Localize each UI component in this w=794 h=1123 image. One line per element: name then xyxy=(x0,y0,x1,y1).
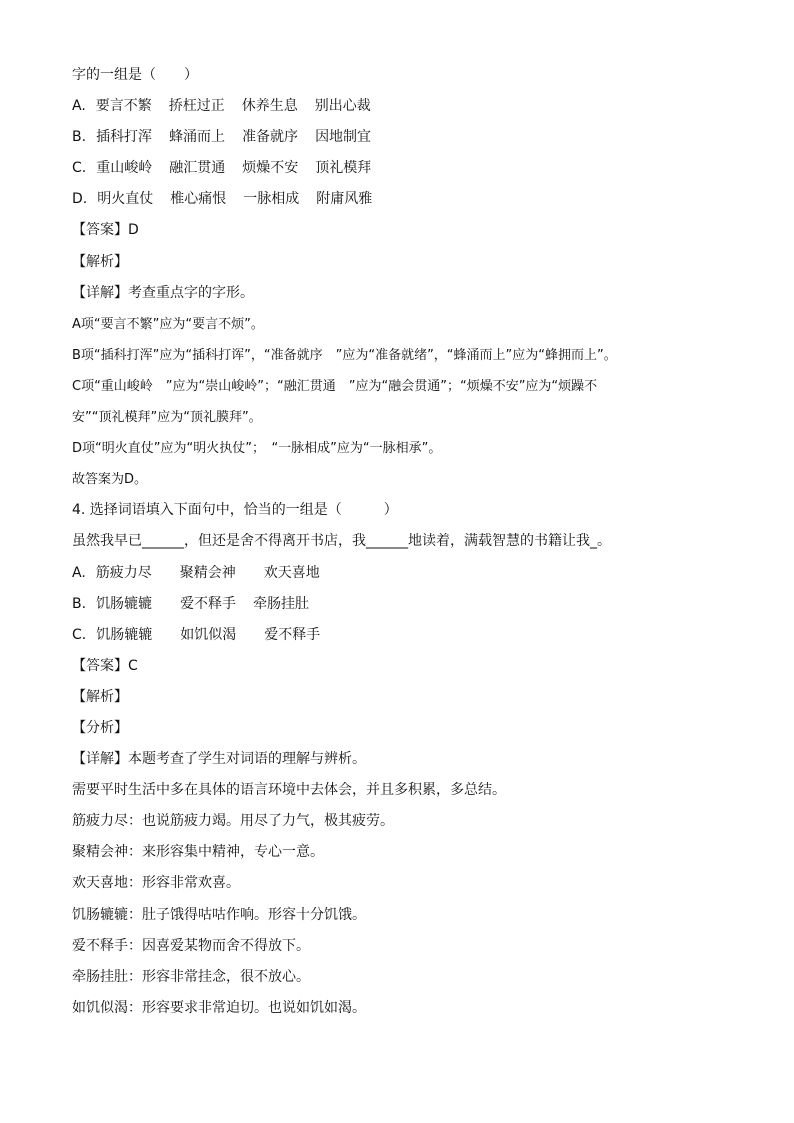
q4-definition-line: 欢天喜地：形容非常欢喜。 xyxy=(72,875,240,892)
q4-analysis-label: 【解析】 xyxy=(72,688,128,705)
option-letter: C. xyxy=(72,626,87,643)
option-word: 牵肠挂肚 xyxy=(253,595,310,612)
q3-option-a xyxy=(72,91,732,122)
q4-analysis-sub: 【分析】 xyxy=(72,719,128,736)
option-word: 挢枉过正 xyxy=(168,98,225,115)
q3-explanation-line: A项“要言不繁”应为“要言不烦”。 xyxy=(72,316,264,332)
q4-definition-line: 如饥似渴：形容要求非常迫切。也说如饥如渴。 xyxy=(72,999,366,1016)
q4-definition-line: 牵肠挂肚：形容非常挂念，很不放心。 xyxy=(72,968,310,985)
option-word: 明火直仗 xyxy=(97,191,154,208)
q3-option-d xyxy=(72,184,732,215)
q4-definition-line: 筋疲力尽：也说筋疲力竭。用尽了力气，极其疲劳。 xyxy=(72,813,394,830)
q4-stem: 4. 选择词语填入下面句中，恰当的一组是（ ） xyxy=(72,502,398,519)
q4-answer: 【答案】C xyxy=(72,657,138,674)
q4-explanation-line: 需要平时生活中多在具体的语言环境中去体会，并且多积累，多总结。 xyxy=(72,782,506,799)
option-word: 筋疲力尽 xyxy=(95,564,152,581)
q4-definition-line: 饥肠辘辘：肚子饿得咕咕作响。形容十分饥饿。 xyxy=(72,906,366,923)
q3-option-c xyxy=(72,153,732,184)
q4-option-a xyxy=(72,558,732,589)
option-word: 顶礼模拜 xyxy=(315,160,372,177)
option-letter: D. xyxy=(72,191,88,208)
option-letter: B. xyxy=(72,129,87,146)
q3-answer: 【答案】D xyxy=(72,222,139,239)
option-word: 准备就序 xyxy=(242,129,299,146)
option-letter: C. xyxy=(72,160,87,177)
q4-option-b xyxy=(72,589,732,620)
option-letter: B. xyxy=(72,595,87,612)
q4-option-c xyxy=(72,620,732,651)
option-word: 因地制宜 xyxy=(315,129,372,146)
option-word: 欢天喜地 xyxy=(263,564,320,581)
q4-definition-line: 聚精会神：来形容集中精神，专心一意。 xyxy=(72,844,324,861)
q3-conclusion: 故答案为D。 xyxy=(72,472,148,488)
q3-option-b xyxy=(72,122,732,153)
option-letter: A. xyxy=(72,564,86,581)
option-word: 插科打浑 xyxy=(96,129,153,146)
q4-detail: 【详解】本题考查了学生对词语的理解与辨析。 xyxy=(72,751,366,768)
document-page xyxy=(72,60,732,1024)
option-word: 如饥似渴 xyxy=(180,626,237,643)
option-word: 休养生息 xyxy=(241,98,298,115)
option-word: 重山峻岭 xyxy=(96,160,153,177)
q3-analysis-label: 【解析】 xyxy=(72,253,128,270)
option-word: 饥肠辘辘 xyxy=(96,626,153,643)
q3-explanation-line: 安”“顶礼模拜”应为“顶礼膜拜”。 xyxy=(72,410,262,426)
option-word: 蜂涌而上 xyxy=(169,129,226,146)
option-word: 烦燥不安 xyxy=(242,160,299,177)
q3-stem-tail: 字的一组是（ ） xyxy=(72,67,198,83)
q3-explanation-line: B项“插科打浑”应为“插科打诨”，“准备就序 ”应为“准备就绪”，“蜂涌而上”应为“蜂拥而上”。 xyxy=(72,347,617,363)
option-word: 融汇贯通 xyxy=(169,160,226,177)
q3-explanation-line: C项“重山峻岭 ”应为“崇山峻岭”；“融汇贯通 ”应为“融会贯通”；“烦燥不安”应为“烦躁不 xyxy=(72,378,598,394)
q4-sentence: 虽然我早已______，但还是舍不得离开书店，我______地读着，满载智慧的书籍让我_。 xyxy=(72,533,611,550)
option-word: 别出心裁 xyxy=(314,98,371,115)
option-word: 椎心痛恨 xyxy=(170,191,227,208)
option-word: 饥肠辘辘 xyxy=(96,595,153,612)
q3-explanation-line: D项“明火直仗”应为“明火执仗”； “一脉相成”应为“一脉相承”。 xyxy=(72,441,442,457)
q3-detail: 【详解】考查重点字的字形。 xyxy=(72,284,254,301)
option-letter: A. xyxy=(72,98,86,115)
q4-definition-line: 爱不释手：因喜爱某物而舍不得放下。 xyxy=(72,937,310,954)
option-word: 爱不释手 xyxy=(180,595,237,612)
option-word: 一脉相成 xyxy=(243,191,300,208)
option-word: 附庸风雅 xyxy=(316,191,373,208)
option-word: 爱不释手 xyxy=(264,626,321,643)
option-word: 要言不繁 xyxy=(95,98,152,115)
option-word: 聚精会神 xyxy=(179,564,236,581)
